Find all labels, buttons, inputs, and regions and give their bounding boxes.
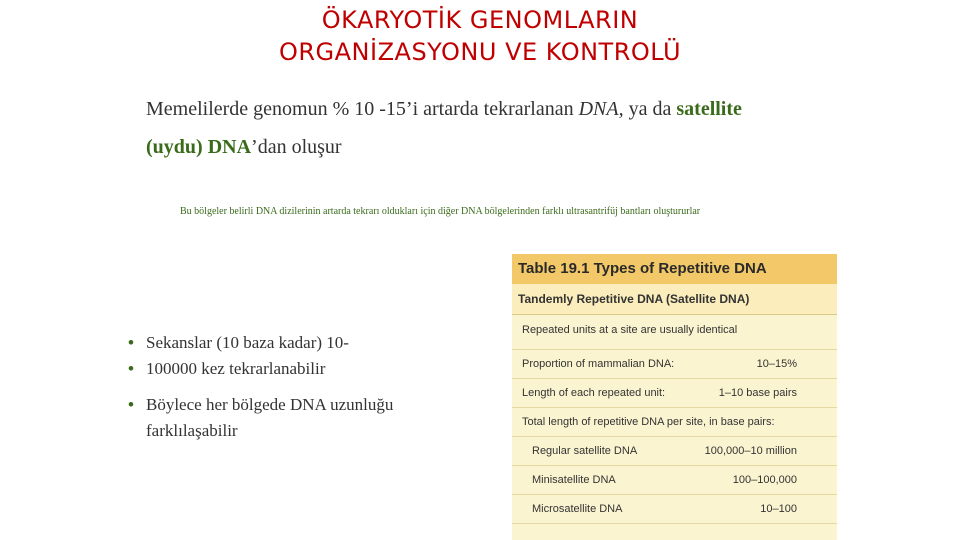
- row-label: Regular satellite DNA: [532, 445, 638, 457]
- bullet-dot-icon: •: [128, 359, 134, 378]
- bullet-dot-icon: •: [128, 395, 134, 414]
- page-title: [0, 4, 960, 68]
- table-subtitle: Tandemly Repetitive DNA (Satellite DNA): [512, 284, 837, 315]
- row-label: Microsatellite DNA: [532, 503, 623, 515]
- title-line-2: ORGANİZASYONU VE KONTROLÜ: [278, 38, 682, 66]
- intro-uydu: (uydu) DNA: [146, 136, 252, 158]
- row-value: 1–10 base pairs: [718, 387, 797, 399]
- table-row: [512, 437, 837, 466]
- row-label: Total length of repetitive DNA per site, in base pairs:: [522, 416, 775, 428]
- bullet-text: Böylece her bölgede DNA uzunluğu farklılaşabilir: [146, 395, 394, 440]
- row-label: Repeated units at a site are usually identical: [522, 324, 738, 336]
- table-row: [512, 495, 837, 524]
- repetitive-dna-table: [512, 254, 837, 540]
- row-value: 100,000–10 million: [704, 445, 797, 457]
- bullet-item: [128, 330, 488, 356]
- note-text: Bu bölgeler belirli DNA dizilerinin artarda tekrarı oldukları için diğer DNA bölgelerinden farklı ultrasantrifüj bantları oluştururlar: [180, 206, 701, 217]
- intro-dna: DNA,: [578, 98, 624, 120]
- table-row: [512, 408, 837, 437]
- row-value: 100–100,000: [732, 474, 797, 486]
- table-row: [512, 466, 837, 495]
- table-row: [512, 315, 837, 350]
- table-row: [512, 379, 837, 408]
- bullet-dot-icon: •: [128, 333, 134, 352]
- row-label: Length of each repeated unit:: [522, 387, 666, 399]
- intro-text-1: Memelilerde genomun % 10 -15’i artarda tekrarlanan: [146, 98, 574, 120]
- intro-paragraph: [146, 90, 846, 166]
- row-label: Minisatellite DNA: [532, 474, 616, 486]
- row-value: 10–15%: [756, 358, 797, 370]
- title-line-1: ÖKARYOTİK GENOMLARIN: [321, 6, 639, 34]
- intro-text-3: ’dan oluşur: [251, 136, 342, 158]
- bullet-text: Sekanslar (10 baza kadar) 10-: [146, 333, 349, 352]
- table-title: Table 19.1 Types of Repetitive DNA: [512, 254, 837, 284]
- intro-text-2: ya da: [628, 98, 672, 120]
- table-row: [512, 350, 837, 379]
- bullet-text: 100000 kez tekrarlanabilir: [146, 359, 326, 378]
- bullet-item: [128, 392, 488, 444]
- bullet-item: [128, 356, 488, 382]
- bullet-list: [128, 330, 488, 454]
- row-value: 10–100: [760, 503, 797, 515]
- intro-satellite: satellite: [676, 98, 742, 120]
- row-label: Proportion of mammalian DNA:: [522, 358, 675, 370]
